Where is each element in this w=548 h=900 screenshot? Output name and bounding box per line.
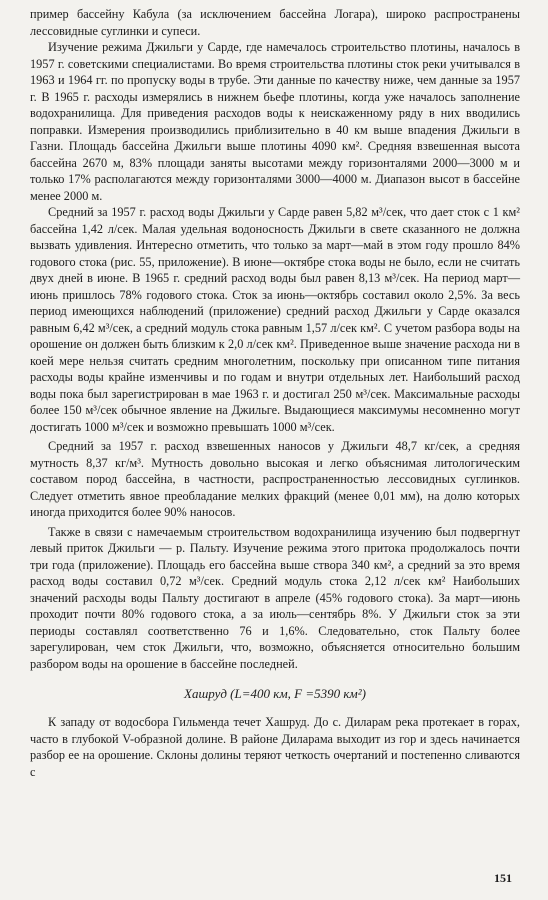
- paragraph-khashrud: К западу от водосбора Гильменда течет Хашруд. До с. Диларам река протекает в горах, часто в глубокой V-образной долине. В районе Диларама выходит из гор и здесь начинается разбор ее на орошение. Склоны долины теряют четкость очертаний и постепенно сливаются с: [30, 715, 520, 779]
- section-heading-khashrud: Хашруд (L=400 км, F =5390 км²): [184, 686, 366, 701]
- paragraph-paltu: Также в связи с намечаемым строительством водохранилища изучению был подвергнут левый приток Джильги — р. Пальту. Изучение режима этого притока продолжалось почти три года (приложение). Площадь его бассейна выше створа 340 км², а средний за это время расход воды составил 0,72 м³/сек. Средний модуль стока 2,12 л/сек км² Наибольших значений расходы воды Пальту достигают в апреле (45% годового стока). За март—июнь проходит почти 80% годового стока, а за июль—сентябрь 8%. У Джильги сток за эти периоды составлял соответственно 76 и 1,6%. Следовательно, сток Пальту более зарегулирован, чем сток Джильги, что, возможно, объясняется относительно большим разбором воды на орошение в бассейне последней.: [30, 524, 520, 671]
- paragraph-mean-discharge: Средний за 1957 г. расход воды Джильги у Сарде равен 5,82 м³/сек, что дает сток с 1 км² бассейна 1,42 л/сек. Малая удельная водоносность Джильги в свете сказанного не должна вызвать удивления. Интересно отметить, что только за март—май в этом году прошло 84% годового стока (рис. 55, приложение). В июне—октябре стока воды не было, если не считать двух дней в июне. В 1965 г. средний расход воды был равен 8,13 м³/сек. На период март—июнь пришлось 78% годового стока. Сток за июнь—октябрь составил около 2,5%. За весь период имеющихся наблюдений (приложение) средний расход Джильги у Сарде оказался равным 6,42 м³/сек, а средний модуль стока равным 1,57 л/сек км². С учетом разбора воды на орошение он должен быть близким к 2,0 л/сек км². Приведенное выше значение расхода ни в коей мере нельзя считать средним многолетним, поскольку при описанном типе питания расходы воды крайне изменчивы и по годам и внутри отдельных лет. Наибольший расход воды пока был зарегистрирован в мае 1963 г. и достигал 250 м³/сек. Максимальные расходы более 150 м³/сек обычное явление на Джильге. Выдающиеся максимумы несомненно могут достигать 1000 м³/сек и возможно превышать 1000 м³/сек.: [30, 205, 520, 434]
- paragraph-continued: пример бассейну Кабула (за исключением бассейна Логара), широко распространены лессовидные суглинки и супеси.: [30, 7, 520, 38]
- paragraph-sediment: Средний за 1957 г. расход взвешенных наносов у Джильги 48,7 кг/сек, а средняя мутность 8,37 кг/м³. Мутность довольно высокая и легко объяснимая литологическим составом пород бассейна, в частности, распространенностью лессовидных суглинков. Следует отметить явное преобладание мелких фракций (менее 0,01 мм), на долю которых иногда приходится более 90% наносов.: [30, 439, 520, 519]
- page-number: 151: [494, 871, 512, 885]
- paragraph-jilga-study: Изучение режима Джильги у Сарде, где намечалось строительство плотины, началось в 1957 г. советскими специалистами. Во время строительства плотины сток реки учитывался в 1963 и 1964 гг. по пропуску воды в трубе. Эти данные по качеству ниже, чем данные за 1957 г. В 1965 г. расходы измерялись в нижнем бьефе плотины, когда уже началось заполнение водохранилища. Для приведения расходов воды к неискаженному ряду в них вводились поправки. Измерения производились приблизительно в 40 км выше впадения Джильги в Газни. Площадь бассейна Джильги выше плотины 4090 км². Средняя взвешенная высота бассейна 2670 м, 83% площади заняты высотами между горизонталями 2000—3000 м и только 17% располагаются между горизонталями 3000—4000 м. Диапазон высот в бассейне менее 2000 м.: [30, 40, 520, 203]
